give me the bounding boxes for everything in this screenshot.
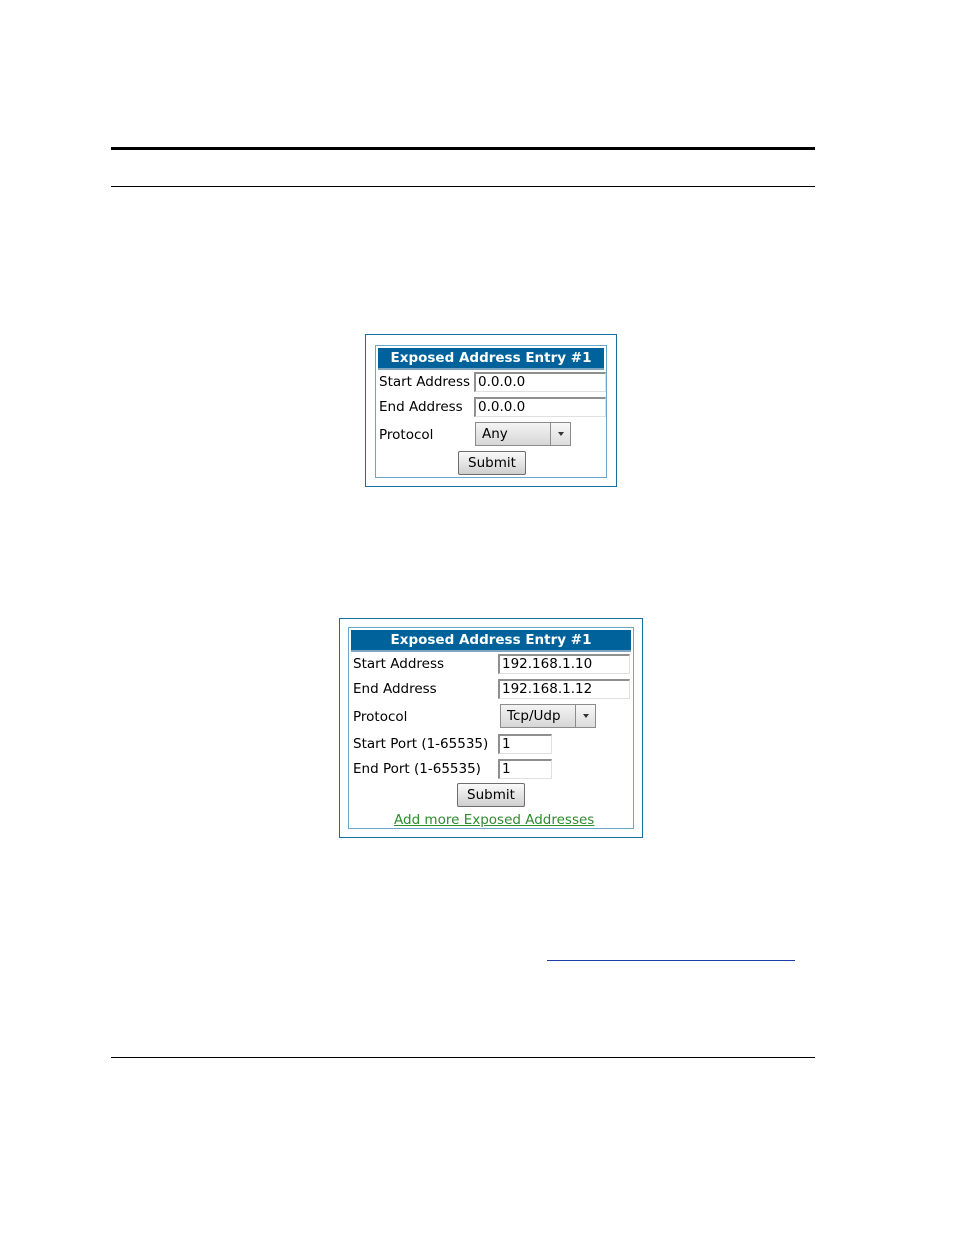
hyperlink-underline[interactable]	[547, 960, 795, 961]
footer-rule	[111, 1057, 815, 1058]
chevron-down-icon[interactable]	[575, 705, 595, 727]
end-port-label: End Port (1-65535)	[353, 761, 481, 777]
protocol-selected-value: Tcp/Udp	[507, 708, 561, 724]
start-address-label: Start Address	[353, 656, 445, 672]
protocol-select[interactable]	[475, 422, 571, 446]
protocol-label: Protocol	[379, 427, 434, 443]
exposed-address-panel-configured	[339, 618, 643, 838]
end-address-label: End Address	[379, 399, 463, 415]
protocol-select[interactable]	[500, 704, 596, 728]
header-rule-thick	[111, 147, 815, 150]
end-address-label: End Address	[353, 681, 437, 697]
start-address-input[interactable]: 192.168.1.10	[498, 654, 630, 674]
start-port-label: Start Port (1-65535)	[353, 736, 489, 752]
submit-button[interactable]: Submit	[458, 451, 526, 475]
panel-title: Exposed Address Entry #1	[351, 630, 631, 652]
protocol-label: Protocol	[353, 709, 408, 725]
end-address-input[interactable]: 192.168.1.12	[498, 679, 630, 699]
start-port-input[interactable]: 1	[498, 734, 552, 754]
exposed-address-panel-default	[365, 334, 617, 487]
end-port-input[interactable]: 1	[498, 759, 552, 779]
chevron-down-icon[interactable]	[550, 423, 570, 445]
start-address-label: Start Address	[379, 374, 471, 390]
end-address-input[interactable]: 0.0.0.0	[474, 397, 606, 417]
header-rule-thin	[111, 186, 815, 187]
start-address-input[interactable]: 0.0.0.0	[474, 372, 606, 392]
panel-title: Exposed Address Entry #1	[378, 348, 604, 370]
submit-button[interactable]: Submit	[457, 783, 525, 807]
protocol-selected-value: Any	[482, 426, 508, 442]
add-more-exposed-addresses-link[interactable]: Add more Exposed Addresses	[394, 812, 595, 828]
